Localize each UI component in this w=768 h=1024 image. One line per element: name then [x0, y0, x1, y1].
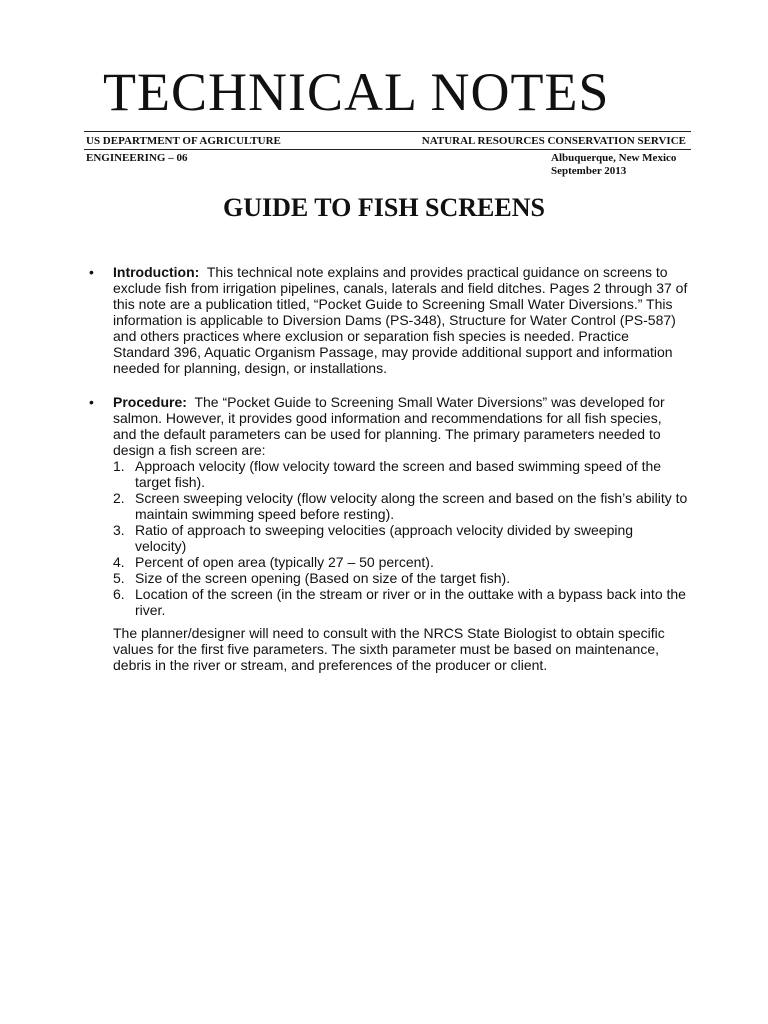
- document-title: GUIDE TO FISH SCREENS: [223, 193, 545, 222]
- introduction-section: [89, 264, 688, 376]
- list-item: [113, 458, 688, 490]
- list-item-text: Size of the screen opening (Based on size of the target fish).: [135, 570, 511, 586]
- date-label: September 2013: [551, 165, 627, 177]
- header-rule-top: [84, 131, 691, 132]
- introduction-heading: Introduction:: [113, 264, 200, 280]
- series-label: ENGINEERING – 06: [86, 152, 188, 164]
- bullet-icon: •: [89, 264, 94, 280]
- procedure-heading: Procedure:: [113, 394, 187, 410]
- location-label: Albuquerque, New Mexico: [551, 152, 677, 164]
- procedure-section: [89, 394, 688, 618]
- list-item-number: 3.: [113, 522, 125, 538]
- list-item: [113, 570, 688, 586]
- header-rule-bottom: [84, 149, 691, 150]
- list-item-text: Percent of open area (typically 27 – 50 percent).: [135, 554, 434, 570]
- list-item: [113, 554, 688, 570]
- list-item: [113, 522, 688, 554]
- list-item-number: 5.: [113, 570, 125, 586]
- list-item-text: Location of the screen (in the stream or river or in the outtake with a bypass back into the river.: [135, 586, 686, 618]
- list-item: [113, 490, 688, 522]
- list-item-number: 6.: [113, 586, 125, 602]
- service-label: NATURAL RESOURCES CONSERVATION SERVICE: [421, 135, 686, 147]
- list-item-number: 1.: [113, 458, 125, 474]
- bullet-icon: •: [89, 394, 94, 410]
- list-item: [113, 586, 688, 618]
- department-label: US DEPARTMENT OF AGRICULTURE: [86, 135, 281, 147]
- list-item-number: 4.: [113, 554, 125, 570]
- parameter-list: [113, 458, 688, 618]
- introduction-text: This technical note explains and provides practical guidance on screens to exclude fish from irrigation pipelines, canals, laterals and field ditches. Pages 2 through 37 of this note are a publication titled, “Pocket Guide to Screening Small Water Diversions.” This information is applicable to Diversion Dams (PS-348), Structure for Water Control (PS-587) and others practices where exclusion or separation fish species is needed. Practice Standard 396, Aquatic Organism Passage, may provide additional support and information needed for planning, design, or installations.: [113, 264, 688, 376]
- list-item-number: 2.: [113, 490, 125, 506]
- list-item-text: Screen sweeping velocity (flow velocity along the screen and based on the fish’s ability to maintain swimming speed before resting).: [135, 490, 688, 522]
- list-item-text: Approach velocity (flow velocity toward the screen and based swimming speed of the target fish).: [135, 458, 662, 490]
- procedure-text: The “Pocket Guide to Screening Small Water Diversions” was developed for salmon. However, it provides good information and recommendations for all fish species, and the default parameters can be used for planning. The primary parameters needed to design a fish screen are:: [113, 394, 665, 458]
- list-item-text: Ratio of approach to sweeping velocities (approach velocity divided by sweeping velocity): [135, 522, 634, 554]
- masthead-title: TECHNICAL NOTES: [103, 62, 610, 122]
- closing-paragraph: The planner/designer will need to consult with the NRCS State Biologist to obtain specific values for the first five parameters. The sixth parameter must be based on maintenance, debris in the river or stream, and preferences of the producer or client.: [113, 625, 665, 673]
